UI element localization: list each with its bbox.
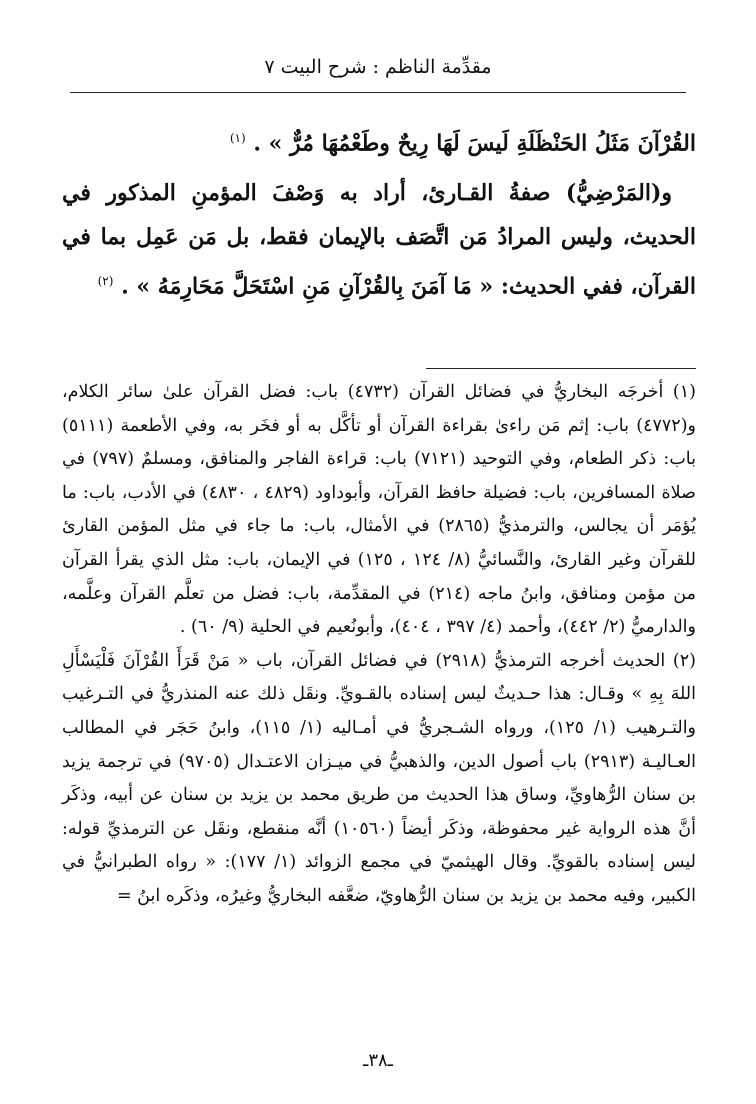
footnote-divider — [426, 368, 696, 369]
running-header: مقدِّمة الناظم : شرح البيت ٧ — [264, 56, 492, 78]
footnote-ref-1[interactable]: (١) — [229, 131, 246, 145]
hadith-text-1: القُرْآنَ مَثَلُ الحَنْظَلَةِ لَيسَ لَهَا رِيحٌ وطَعْمُهَا مُرٌّ » . — [253, 130, 696, 157]
footnotes — [62, 376, 696, 914]
main-text — [62, 116, 696, 309]
commentary-text: و(المَرْضِيُّ) صفةُ القـارئ، أراد به وَصْفَ المؤمنِ المذكور في الحديث، وليس المرادُ مَن اتَّصَف بالإيمان فقط، بل مَن عَمِل بما في القرآن، ففي الحديث: « مَا آمَنَ بِالقُرْآنِ مَنِ اسْتَحَلَّ مَحَارِمَهُ » . — [62, 180, 696, 300]
main-paragraph-2 — [62, 171, 696, 308]
footnote-ref-2[interactable]: (٢) — [97, 274, 114, 289]
main-paragraph-1 — [62, 116, 696, 165]
page-number: ـ٣٨ـ — [363, 1050, 393, 1071]
header-divider — [70, 92, 686, 93]
footnote-1: (١) أخرجَه البخاريُّ في فضائل القرآن (٤٧٣٢) باب: فضل القرآن علىٰ سائر الكلام، و(٤٧٧٢) باب: إثم مَن راءىٰ بقراءة القرآن أو تأكَّل به أو فخَر به، وفي الأطعمة (٥١١١) باب: ذكر الطعام، وفي التوحيد (٧١٢١) باب: قراءة الفاجر والمنافق، ومسلمٌ (٧٩٧) في صلاة المسافرين، باب: فضيلة حافظ القرآن، وأبوداود (٤٨٢٩ ، ٤٨٣٠) في الأدب، باب: ما يُؤمَر أن يجالس، والترمذيُّ (٢٨٦٥) في الأمثال، باب: ما جاء في مثل المؤمن القارئ للقرآن وغير القارئ، والنَّسائيُّ (٨/ ١٢٤ ، ١٢٥) في الإيمان، باب: مثل الذي يقرأ القرآن من مؤمن ومنافق، وابنُ ماجه (٢١٤) في المقدِّمة، باب: فضل من تعلَّم القرآن وعلَّمه، والدارميُّ (٢/ ٤٤٢)، وأحمد (٤/ ٣٩٧ ، ٤٠٤)، وأبونُعيم في الحلية (٩/ ٦٠) . — [62, 382, 696, 638]
footnote-2: (٢) الحديث أخرجه الترمذيُّ (٢٩١٨) في فضائل القرآن، باب « مَنْ قَرَأَ القُرْآنَ فَلْيَسْأَلِ اللهَ بِهِ » وقـال: هذا حـديثٌ ليس إسناده بالقـويِّ. ونقَل ذلك عنه المنذريُّ في التـرغيب والتـرهيب (١/ ١٢٥)، ورواه الشـجريُّ في أمـاليه (١/ ١١٥)، وابنُ حَجَر في المطالب العـاليـة (٢٩١٣) باب أصول الدين، والذهبيُّ في ميـزان الاعتـدال (٩٧٠٥) في ترجمة يزيد بن سنان الرُّهاويِّ، وساق هذا الحديث من طريق محمد بن يزيد بن سنان عن أبيه، وذكَر أنَّ هذه الرواية غير محفوظة، وذكَر أيضاً (١٠٥٦٠) أنَّه منقطع، ونقَل عن الترمذيِّ قوله: ليس إسناده بالقويِّ. وقال الهيثميّ في مجمع الزوائد (١/ ١٧٧): « رواه الطبرانيُّ في الكبير، وفيه محمد بن يزيد بن سنان الرُّهاويّ، ضعَّفه البخاريُّ وغيرُه، وذكَره ابنُ = — [62, 650, 697, 906]
